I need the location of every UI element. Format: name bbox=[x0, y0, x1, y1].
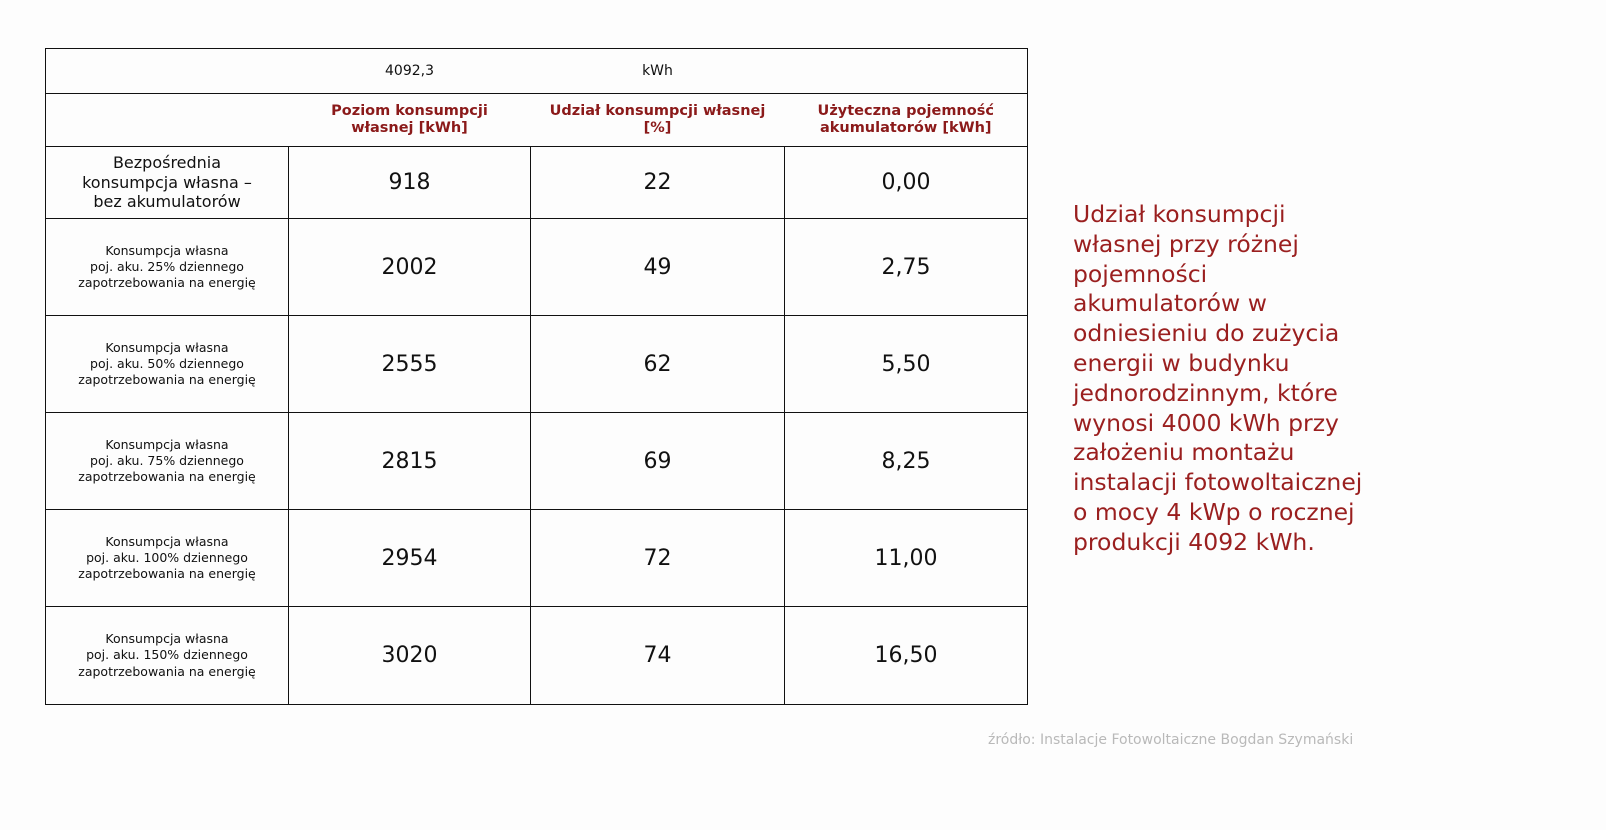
table-row bbox=[46, 510, 1028, 607]
row-label: Konsumpcja własna poj. aku. 100% dziennego zapotrzebowania na energię bbox=[46, 510, 289, 607]
row-label: Konsumpcja własna poj. aku. 75% dziennego zapotrzebowania na energię bbox=[46, 413, 289, 510]
row-label: Konsumpcja własna poj. aku. 50% dziennego zapotrzebowania na energię bbox=[46, 316, 289, 413]
row-share: 62 bbox=[531, 316, 785, 413]
summary-empty-cell bbox=[785, 49, 1028, 94]
row-capacity: 11,00 bbox=[785, 510, 1028, 607]
row-label: Bezpośrednia konsumpcja własna – bez akumulatorów bbox=[46, 147, 289, 219]
table-row bbox=[46, 413, 1028, 510]
row-share: 49 bbox=[531, 219, 785, 316]
table-row bbox=[46, 219, 1028, 316]
row-consumption: 3020 bbox=[289, 607, 531, 705]
row-consumption: 2954 bbox=[289, 510, 531, 607]
header-share-label: Udział konsumpcji własnej [%] bbox=[549, 103, 766, 136]
table-row bbox=[46, 316, 1028, 413]
row-share: 72 bbox=[531, 510, 785, 607]
row-share: 69 bbox=[531, 413, 785, 510]
header-consumption-label: Poziom konsumpcji własnej [kWh] bbox=[331, 103, 488, 136]
row-consumption: 2815 bbox=[289, 413, 531, 510]
summary-value: 4092,3 bbox=[289, 49, 531, 94]
row-capacity: 8,25 bbox=[785, 413, 1028, 510]
row-consumption: 2555 bbox=[289, 316, 531, 413]
row-label: Konsumpcja własna poj. aku. 25% dziennego zapotrzebowania na energię bbox=[46, 219, 289, 316]
source-note: źródło: Instalacje Fotowoltaiczne Bogdan Szymański bbox=[988, 732, 1354, 748]
consumption-table bbox=[45, 48, 1028, 705]
header-capacity bbox=[785, 94, 1028, 147]
row-consumption: 918 bbox=[289, 147, 531, 219]
header-consumption bbox=[289, 94, 531, 147]
header-empty-cell bbox=[46, 94, 289, 147]
row-label: Konsumpcja własna poj. aku. 150% dziennego zapotrzebowania na energię bbox=[46, 607, 289, 705]
table-row bbox=[46, 607, 1028, 705]
row-share: 74 bbox=[531, 607, 785, 705]
table-row bbox=[46, 147, 1028, 219]
row-consumption: 2002 bbox=[289, 219, 531, 316]
summary-unit: kWh bbox=[531, 49, 785, 94]
table-summary-row bbox=[46, 49, 1028, 94]
header-capacity-label: Użyteczna pojemność akumulatorów [kWh] bbox=[817, 103, 994, 136]
row-capacity: 5,50 bbox=[785, 316, 1028, 413]
description-text: Udział konsumpcji własnej przy różnej pojemności akumulatorów w odniesieniu do zużycia energii w budynku jednorodzinnym, które wynosi 4000 kWh przy założeniu montażu instalacji fotowoltaicznej o mocy 4 kWp o rocznej produkcji 4092 kWh. bbox=[1073, 200, 1363, 556]
table-header-row bbox=[46, 94, 1028, 147]
row-share: 22 bbox=[531, 147, 785, 219]
row-capacity: 0,00 bbox=[785, 147, 1028, 219]
header-share bbox=[531, 94, 785, 147]
row-capacity: 2,75 bbox=[785, 219, 1028, 316]
row-capacity: 16,50 bbox=[785, 607, 1028, 705]
summary-empty-cell bbox=[46, 49, 289, 94]
